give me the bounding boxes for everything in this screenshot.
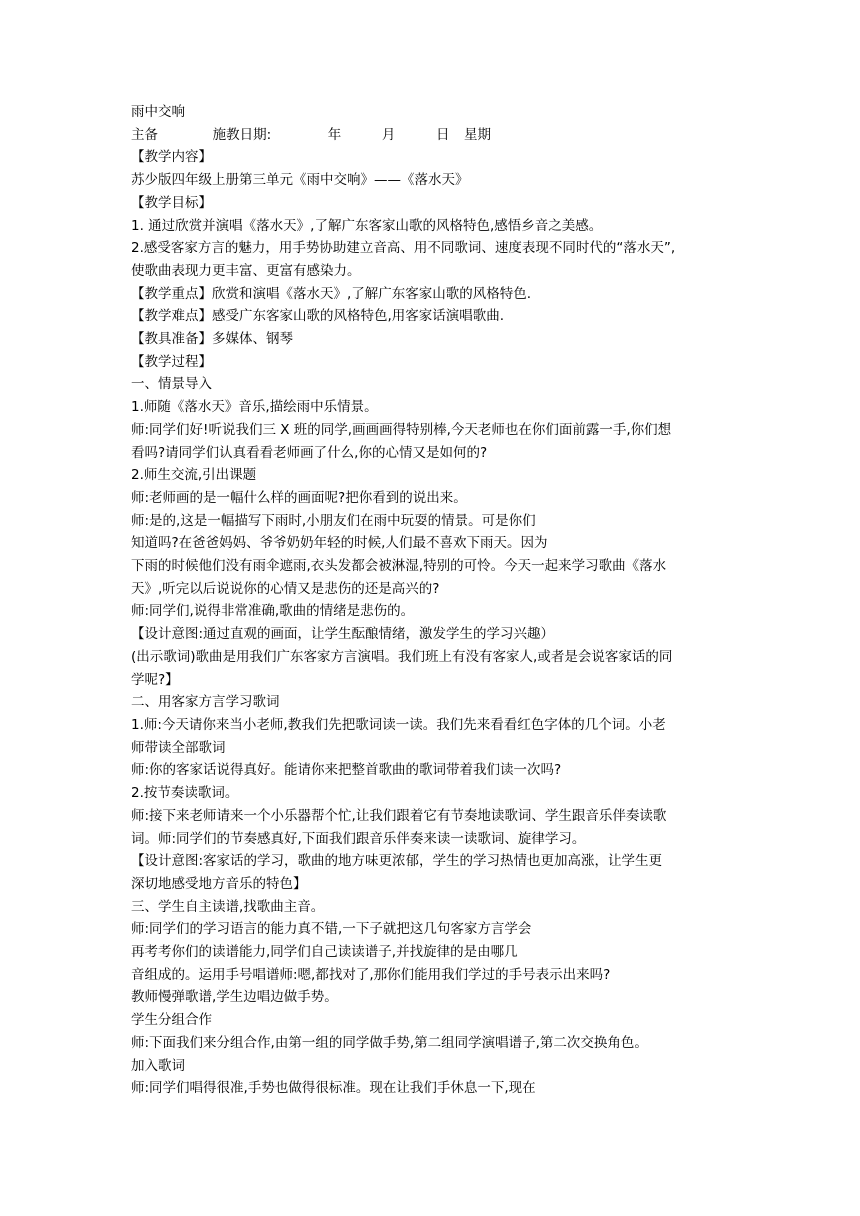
doc-line: 三、学生自主读谱,找歌曲主音。 bbox=[131, 898, 325, 915]
doc-line: 师:同学们的学习语言的能力真不错,一下子就把这几句客家方言学会 bbox=[131, 921, 532, 938]
doc-line: 深切地感受地方音乐的特色】 bbox=[131, 875, 307, 892]
doc-line: 【设计意图:客家话的学习，歌曲的地方味更浓郁，学生的学习热情也更加高涨，让学生更 bbox=[131, 853, 663, 870]
meta-day: 日 bbox=[435, 126, 450, 143]
doc-line: 加入歌词 bbox=[131, 1057, 185, 1074]
doc-line: 师:同学们唱得很准,手势也做得很标准。现在让我们手休息一下,现在 bbox=[131, 1080, 536, 1097]
doc-line: 【设计意图:通过直观的画面，让学生酝酿情绪，激发学生的学习兴趣） bbox=[131, 626, 555, 643]
doc-line: 学呢?】 bbox=[131, 671, 179, 688]
doc-line: 知道吗?在爸爸妈妈、爷爷奶奶年轻的时候,人们最不喜欢下雨天。因为 bbox=[131, 535, 548, 552]
meta-year: 年 bbox=[327, 126, 342, 143]
doc-line: 1.师随《落水天》音乐,描绘雨中乐情景。 bbox=[131, 399, 378, 416]
doc-line: 师:同学们,说得非常准确,歌曲的情绪是悲伤的。 bbox=[131, 603, 415, 620]
meta-month: 月 bbox=[381, 126, 396, 143]
doc-line: 【教具准备】多媒体、钢琴 bbox=[131, 331, 293, 348]
meta-date-label: 施教日期: bbox=[212, 126, 272, 143]
doc-line: 师:下面我们来分组合作,由第一组的同学做手势,第二组同学演唱谱子,第二次交换角色。 bbox=[131, 1034, 648, 1051]
doc-line: 师带读全部歌词 bbox=[131, 739, 226, 756]
doc-line: 【教学内容】 bbox=[131, 149, 212, 166]
doc-meta-row bbox=[131, 124, 731, 147]
doc-line: 天》,听完以后说说你的心情又是悲伤的还是高兴的? bbox=[131, 580, 440, 597]
doc-line: 再考考你们的读谱能力,同学们自己读读谱子,并找旋律的是由哪几 bbox=[131, 944, 518, 961]
doc-line: 【教学过程】 bbox=[131, 353, 212, 370]
doc-line: (出示歌词)歌曲是用我们广东客家方言演唱。我们班上有没有客家人,或者是会说客家话的同 bbox=[131, 648, 673, 665]
doc-title: 雨中交响 bbox=[131, 104, 185, 120]
doc-lines bbox=[131, 146, 731, 1100]
doc-line: 词。师:同学们的节奏感真好,下面我们跟音乐伴奏来读一读歌词、旋律学习。 bbox=[131, 830, 586, 847]
doc-line: 师:接下来老师请来一个小乐器帮个忙,让我们跟着它有节奏地读歌词、学生跟音乐伴奏读歌 bbox=[131, 807, 667, 824]
doc-line: 学生分组合作 bbox=[131, 1012, 212, 1029]
doc-line: 师:同学们好!听说我们三 X 班的同学,画画画得特别棒,今天老师也在你们面前露一手,你们想 bbox=[131, 421, 672, 438]
doc-line: 【教学目标】 bbox=[131, 194, 212, 211]
doc-line: 下雨的时候他们没有雨伞遮雨,衣头发都会被淋湿,特别的可怜。今天一起来学习歌曲《落水 bbox=[131, 558, 667, 575]
doc-line: 苏少版四年级上册第三单元《雨中交响》——《落水天》 bbox=[131, 172, 469, 189]
doc-line: 二、用客家方言学习歌词 bbox=[131, 694, 280, 711]
doc-line: 【教学重点】欣赏和演唱《落水天》,了解广东客家山歌的风格特色. bbox=[131, 285, 532, 302]
doc-line: 师:是的,这是一幅描写下雨时,小朋友们在雨中玩耍的情景。可是你们 bbox=[131, 512, 536, 529]
doc-line: 看吗?请同学们认真看看老师画了什么,你的心情又是如何的? bbox=[131, 444, 488, 461]
document-body bbox=[131, 101, 731, 1100]
doc-line: 2.师生交流,引出课题 bbox=[131, 467, 257, 484]
doc-line: 师:你的客家话说得真好。能请你来把整首歌曲的歌词带着我们读一次吗? bbox=[131, 762, 562, 779]
doc-line: 师:老师画的是一幅什么样的画面呢?把你看到的说出来。 bbox=[131, 489, 467, 506]
doc-line: 2.感受客家方言的魅力，用手势协助建立音高、用不同歌词、速度表现不同时代的“落水天”, bbox=[131, 240, 676, 257]
doc-line: 音组成的。运用手号唱谱师:嗯,都找对了,那你们能用我们学过的手号表示出来吗? bbox=[131, 966, 611, 983]
doc-line: 1.师:今天请你来当小老师,教我们先把歌词读一读。我们先来看看红色字体的几个词。小老 bbox=[131, 716, 666, 733]
doc-line: 1. 通过欣赏并演唱《落水天》,了解广东客家山歌的风格特色,感悟乡音之美感。 bbox=[131, 217, 603, 234]
doc-line: 一、情景导入 bbox=[131, 376, 212, 393]
doc-line: 【教学难点】感受广东客家山歌的风格特色,用客家话演唱歌曲. bbox=[131, 308, 505, 325]
meta-prep: 主备 bbox=[131, 126, 158, 143]
meta-weekday: 星期 bbox=[464, 126, 492, 143]
doc-line: 使歌曲表现力更丰富、更富有感染力。 bbox=[131, 262, 361, 279]
doc-line: 2.按节奏读歌词。 bbox=[131, 785, 239, 802]
doc-line: 教师慢弹歌谱,学生边唱边做手势。 bbox=[131, 989, 338, 1006]
